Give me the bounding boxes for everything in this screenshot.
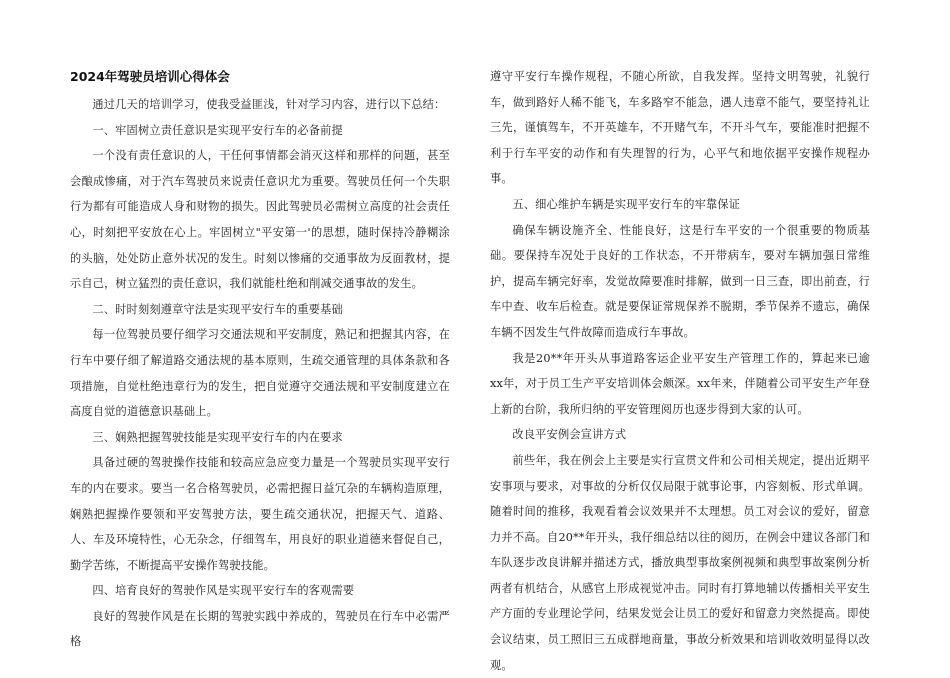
heading-section-4: 四、培育良好的驾驶作风是实现平安行车的客观需要 <box>92 584 355 598</box>
heading-meeting-improvement: 改良平安例会宣讲方式 <box>512 428 627 442</box>
heading-section-1: 一、牢固树立责任意识是实现平安行车的必备前提 <box>92 123 343 137</box>
paragraph-intro: 通过几天的培训学习，使我受益匪浅，针对学习内容，进行以下总结： <box>92 98 446 111</box>
paragraph-experience: 我是20**年开头从事道路客运企业平安生产管理工作的，算起来已逾xx年，对于员工生产平安培训体会颇深。xx年来，伴随着公司平安生产年登上新的台阶，我所归纳的平安管理阅历也逐步得到大家的认可。 <box>490 351 870 416</box>
paragraph-section-1: 一个没有责任意识的人，干任何事情都会消灭这样和那样的问题，甚至会酿成惨痛，对于汽车驾驶员来说责任意识尤为重要。驾驶员任何一个失职行为都有可能造成人身和财物的损失。因此驾驶员必需树立高度的社会责任心，时刻把平安放在心上。牢固树立"平安第一'的思想，随时保持冷静糊涂的头脑，处处防止意外状况的发生。时刻以惨痛的交通事故为反面教材，提示自己，树立猛烈的责任意识，我们就能杜绝和削减交通事故的发生。 <box>70 149 450 291</box>
heading-section-2: 二、时时刻刻遵章守法是实现平安行车的重要基础 <box>92 302 343 316</box>
paragraph-section-4-continued: 遵守平安行车操作规程，不随心所欲，自我发挥。坚持文明驾驶，礼貌行车，做到路好人稀不能飞，车多路窄不能急，遇人违章不能气，要坚持礼让三先，谨慎驾车，不开英雄车，不开赌气车，不开斗气车，要能准时把握不利于行车平安的动作和有失理智的行为，心平气和地依据平安操作规程办事。 <box>490 70 870 186</box>
paragraph-meeting-improvement: 前些年，我在例会上主要是实行宣贯文件和公司相关规定，提出近期平安事项与要求，对事故的分析仅仅局限于就事论事，内容刻板、形式单调。随着时间的推移，我观看着会议效果并不太理想。员工对会议的爱好，留意力并不高。自20**年开头，我仔细总结以往的阅历，在例会中建议各部门和车队逐步改良讲解并描述方式，播放典型事故案例视频和典型事故案例分析两者有机结合，从感官上形成视觉冲击。同时有打算地辅以传播相关平安生产方面的专业理论学问，结果发觉会让员工的爱好和留意力突然提高。即使会议结束，员工照旧三五成群地商量，事故分析效果和培训收效明显得以改观。 <box>490 453 870 672</box>
right-column <box>490 64 870 678</box>
paragraph-section-5: 确保车辆设施齐全、性能良好，这是行车平安的一个很重要的物质基础。要保持车况处于良好的工作状态，不开带病车，要对车辆加强日常维护，提高车辆完好率，发觉故障要准时排解，做到一日三查，即出前查，行车中查、收车后检查。就是要保证常规保养不脱期，季节保养不遗忘，确保车辆不因发生气件故障而造成行车事故。 <box>490 223 870 339</box>
paragraph-section-2: 每一位驾驶员要仔细学习交通法规和平安制度，熟记和把握其内容，在行车中要仔细了解道路交通法规的基本原则，生疏交通管理的具体条款和各项措施，自觉杜绝违章行为的发生，把自觉遵守交通法规和平安制度建立在高度自觉的道德意识基础上。 <box>70 328 450 419</box>
paragraph-section-3: 具备过硬的驾驶操作技能和较高应急应变力量是一个驾驶员实现平安行车的内在要求。要当一名合格驾驶员，必需把握日益冗杂的车辆构造原理，娴熟把握操作要领和平安驾驶方法，要生疏交通状况，把握天气、道路、人、车及环境特性，心无杂念，仔细驾车，用良好的职业道德来督促自己，勤学苦练，不断提高平安操作驾驶技能。 <box>70 456 450 572</box>
document-title: 2024年驾驶员培训心得体会 <box>70 69 230 84</box>
paragraph-section-4-start: 良好的驾驶作风是在长期的驾驶实践中养成的，驾驶员在行车中必需严格 <box>70 609 450 649</box>
heading-section-5: 五、细心维护车辆是实现平安行车的牢靠保证 <box>512 197 741 211</box>
left-column <box>70 64 450 655</box>
heading-section-3: 三、娴熟把握驾驶技能是实现平安行车的内在要求 <box>92 430 343 444</box>
